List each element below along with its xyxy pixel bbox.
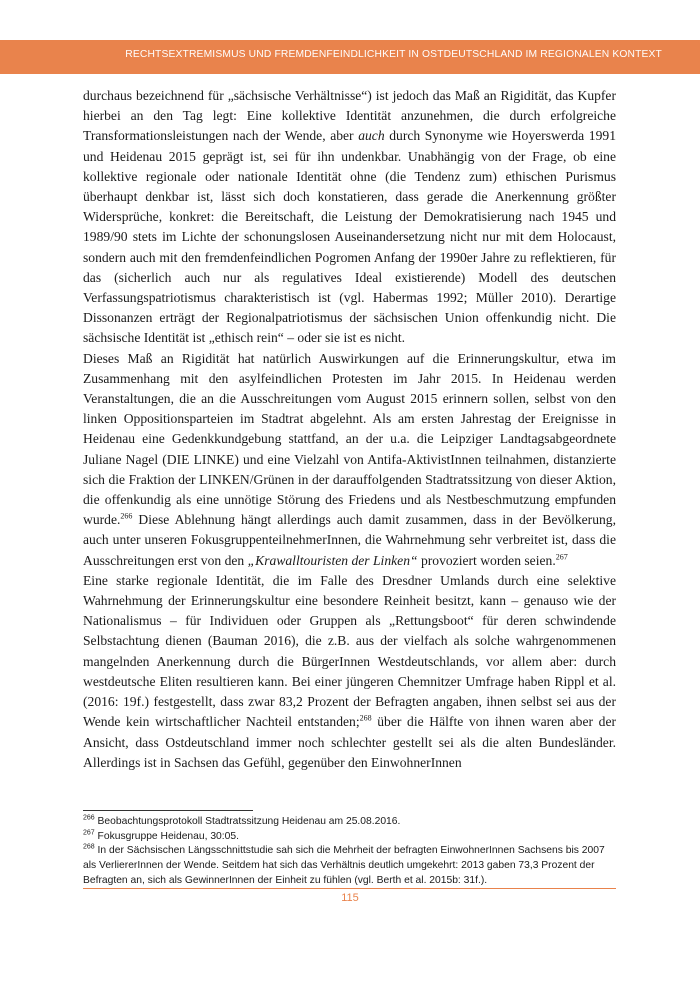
running-header-bar: [0, 40, 700, 74]
paragraph-1: [83, 86, 616, 349]
footnote-ref-267[interactable]: 267: [555, 552, 568, 562]
paragraph-2: [83, 349, 616, 571]
running-header-title: RECHTSEXTREMISMUS UND FREMDENFEINDLICHKEIT IN OSTDEUTSCHLAND IM REGIONALEN KONTEXT: [125, 49, 662, 60]
footnote-text: Beobachtungsprotokoll Stadtratssitzung Heidenau am 25.08.2016.: [94, 816, 401, 827]
paragraph-1-text-b: durch Synonyme wie Hoyerswerda 1991 und Heidenau 2015 geprägt ist, sei für ihn undenkbar. Unabhängig von der Frage, ob eine kollektive regionale oder nationale Identität ohne (die Tendenz zum) ethischen Purismus überhaupt denkbar ist, lässt sich doch konstatieren, dass gerade die Anerkennung größter Widersprüche, konkret: die Bereitschaft, die Leistung der Demokratisierung nach 1945 und 1989/90 stets im Lichte der schonungslosen Auseinandersetzung nicht nur mit dem Holocaust, sondern auch mit den fremdenfeindlichen Pogromen Anfang der 1990er Jahre zu reflektieren, für das (sicherlich auch nur als regulatives Ideal existierende) Modell des deutschen Verfassungspatriotismus charakteristisch ist (vgl. Habermas 1992; Müller 2010). Derartige Dissonanzen erträgt der Regionalpatriotismus der sächsischen Union offenkundig nicht. Die sächsische Identität ist „ethisch rein“ – oder sie ist es nicht.: [83, 128, 616, 346]
paragraph-2-text-b: Diese Ablehnung hängt allerdings auch damit zusammen, dass in der Bevölkerung, auch unter unseren FokusgruppenteilnehmerInnen, die Wahrnehmung sehr verbreitet ist, dass die Ausschreitungen erst von den: [83, 512, 616, 568]
paragraph-3: [83, 571, 616, 773]
footnote-number: 266: [83, 814, 95, 822]
footnote-number: 267: [83, 829, 95, 837]
footer-rule: [83, 888, 616, 889]
footnote-268: [83, 844, 616, 888]
paragraph-2-quote: „Krawalltouristen der Linken“: [247, 552, 418, 568]
paragraph-3-text-a: Eine starke regionale Identität, die im Falle des Dresdner Umlands durch eine selektive Wahrnehmung der Erinnerungskultur eine besondere Reinheit besitzt, kann – genauso wie der Nationalismus – für Individuen oder Gruppen als „Rettungsboot“ für deren schwindende Selbstachtung dienen (Bauman 2016), die z.B. aus der vielfach als solche wahrgenommenen mangelnden Anerkennung durch die BürgerInnen Westdeutschlands, vor allem aber: durch westdeutsche Eliten resultieren kann. Bei einer jüngeren Chemnitzer Umfrage haben Rippl et al. (2016: 19f.) festgestellt, dass zwar 83,2 Prozent der Befragten angaben, ihnen selbst sei aus der Wende kein wirtschaftlicher Nachteil entstanden;: [83, 572, 616, 730]
footnote-ref-268[interactable]: 268: [359, 713, 372, 723]
paragraph-1-emphasis: auch: [358, 128, 385, 144]
paragraph-1-text-a: durchaus bezeichnend für „sächsische Verhältnisse“) ist jedoch das Maß an Rigidität, das Kupfer hierbei an den Tag legt: Eine kollektive Identität anzunehmen, die durch erfolgreiche Transformationsleistungen nach der Wende, aber: [83, 88, 616, 144]
body-text: [83, 86, 616, 773]
footnote-text: In der Sächsischen Längsschnittstudie sah sich die Mehrheit der befragten EinwohnerInnen Sachsens bis 2007 als VerliererInnen der Wende. Seitdem hat sich das Verhältnis deutlich umgekehrt: 2013 gaben 73,3 Prozent der Befragten an, sich als GewinnerInnen der Einheit zu fühlen (vgl. Berth et al. 2015b: 31f.).: [83, 845, 605, 886]
footnote-267: [83, 830, 616, 845]
paragraph-2-text-a: Dieses Maß an Rigidität hat natürlich Auswirkungen auf die Erinnerungskultur, etwa im Zusammenhang mit den asylfeindlichen Protesten im Jahr 2015. In Heidenau werden Veranstaltungen, die an die Ausschreitungen vom August 2015 erinnern sollen, selbst von den linken Oppositionsparteien im Stadtrat abgelehnt. Als am ersten Jahrestag der Ereignisse in Heidenau eine Gedenkkundgebung stattfand, an der u.a. die Leipziger Landtagsabgeordnete Juliane Nagel (DIE LINKE) und eine Vielzahl von Antifa-AktivistInnen teilnahmen, distanzierte sich die Fraktion der LINKEN/Grünen in der darauffolgenden Stadtratssitzung von dieser Aktion, die offenkundig als eine unnötige Störung des Friedens und als Nestbeschmutzung empfunden wurde.: [83, 350, 616, 528]
page-number: 115: [341, 892, 359, 904]
footnote-number: 268: [83, 843, 95, 851]
footnote-ref-266[interactable]: 266: [120, 511, 133, 521]
footnote-text: Fokusgruppe Heidenau, 30:05.: [94, 830, 239, 842]
footnotes: [83, 815, 616, 889]
paragraph-3-text-b: über die Hälfte von ihnen waren aber der Ansicht, dass Ostdeutschland immer noch schlechter gestellt sei als die alten Bundesländer. Allerdings ist in Sachsen das Gefühl, gegenüber den EinwohnerInnen: [83, 714, 617, 770]
footnote-separator: [83, 810, 253, 811]
paragraph-2-text-c: provoziert worden seien.: [417, 552, 556, 568]
footnote-266: [83, 815, 616, 830]
